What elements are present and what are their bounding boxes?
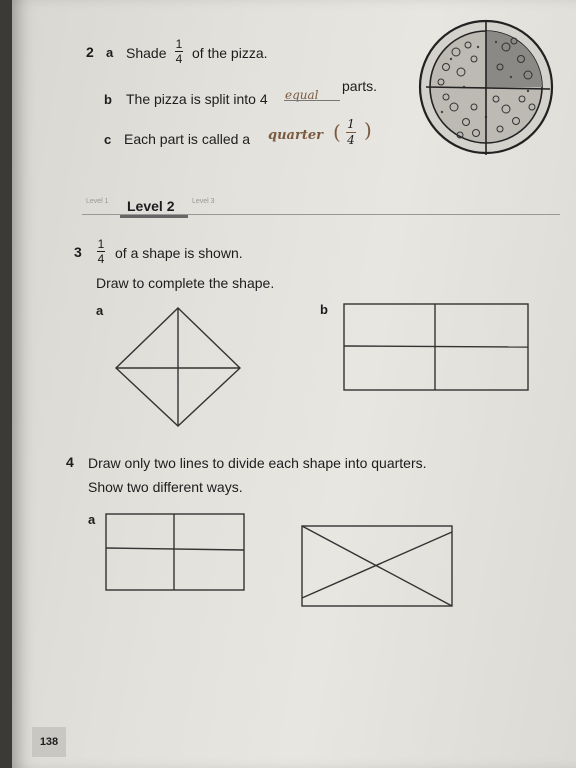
- q4-line2: Show two different ways.: [88, 479, 243, 495]
- q2c-letter: c: [104, 132, 112, 147]
- q4-number: 4: [66, 454, 74, 470]
- fraction-denominator: 4: [97, 252, 105, 266]
- answer-line: [284, 100, 340, 101]
- q3-number: 3: [74, 244, 82, 260]
- q2b-handwritten-answer: equal: [285, 88, 319, 102]
- q2a-text-after: of the pizza.: [192, 45, 268, 61]
- q2b-letter: b: [104, 92, 112, 107]
- fraction-numerator: 1: [97, 237, 105, 251]
- q3-text: of a shape is shown.: [115, 245, 243, 261]
- q4a-letter: a: [88, 512, 96, 527]
- paren-close: ): [364, 118, 372, 142]
- level-3-tab: Level 3: [192, 198, 215, 205]
- q2a-fraction: [175, 38, 183, 65]
- q3b-rectangle-shape: [342, 302, 532, 394]
- paren-open: (: [333, 120, 341, 144]
- level-1-tab: Level 1: [86, 198, 109, 205]
- pizza-picture: [416, 17, 556, 157]
- level-2-underline: [120, 215, 188, 218]
- q3-fraction: [97, 238, 105, 265]
- fraction-denominator: 4: [175, 52, 183, 66]
- rectangle-outline: [106, 514, 244, 590]
- q2a-letter: a: [106, 45, 114, 60]
- q2c-handwritten-answer: quarter: [268, 128, 323, 143]
- level-2-tab: Level 2: [127, 198, 175, 214]
- q2-number: 2: [86, 44, 94, 60]
- q2a-text: Shade: [126, 45, 167, 61]
- handdrawn-diagonal-line: [302, 532, 452, 598]
- shaded-quarter: [486, 31, 542, 87]
- rectangle-horizontal-line: [344, 346, 528, 347]
- q3-instruction: Draw to complete the shape.: [96, 275, 275, 291]
- fraction-denominator: 4: [347, 133, 355, 147]
- fraction-numerator: 1: [347, 117, 355, 131]
- q2b-text: The pizza is split into 4: [126, 91, 268, 107]
- handdrawn-diagonal-line: [302, 526, 452, 606]
- q3a-letter: a: [96, 303, 104, 318]
- q3a-diamond-shape: [114, 306, 244, 426]
- handdrawn-horizontal-line: [106, 548, 244, 550]
- q2c-handwritten-fraction: [346, 118, 356, 147]
- q2b-text-after: parts.: [342, 78, 378, 94]
- q2c-text: Each part is called a: [124, 131, 251, 147]
- q4-line1: Draw only two lines to divide each shape into quarters.: [88, 455, 427, 471]
- page-number: 138: [32, 727, 66, 757]
- fraction-numerator: 1: [175, 37, 183, 51]
- q4a-rectangle-two: [300, 524, 456, 608]
- workbook-page: [12, 0, 576, 768]
- q3b-letter: b: [320, 302, 328, 317]
- q4a-rectangle-one: [104, 512, 246, 592]
